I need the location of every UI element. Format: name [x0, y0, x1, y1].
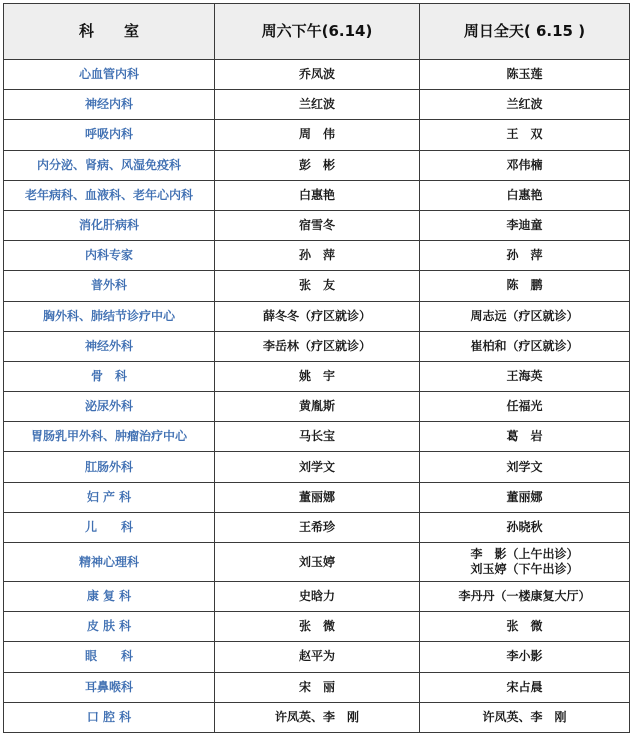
department-cell: 精神心理科 — [4, 543, 215, 582]
saturday-doctor-cell: 兰红波 — [215, 90, 420, 120]
sunday-doctor-morning: 李 影（上午出诊） — [470, 547, 579, 561]
table-row — [4, 512, 630, 542]
table-row — [4, 361, 630, 391]
header-department: 科 室 — [4, 4, 215, 60]
table-row — [4, 60, 630, 90]
sunday-doctor-cell: 王海英 — [420, 361, 630, 391]
saturday-doctor-cell: 孙 萍 — [215, 241, 420, 271]
table-row — [4, 331, 630, 361]
table-row — [4, 482, 630, 512]
department-cell: 皮 肤 科 — [4, 612, 215, 642]
table-row — [4, 672, 630, 702]
sunday-doctor-cell — [420, 543, 630, 582]
sunday-doctor-cell: 陈玉莲 — [420, 60, 630, 90]
table-row — [4, 301, 630, 331]
department-cell: 呼吸内科 — [4, 120, 215, 150]
sunday-doctor-cell: 许凤英、李 刚 — [420, 702, 630, 732]
sunday-doctor-cell: 王 双 — [420, 120, 630, 150]
sunday-doctor-cell: 崔柏和（疗区就诊） — [420, 331, 630, 361]
sunday-doctor-cell: 葛 岩 — [420, 422, 630, 452]
sunday-doctor-cell: 李丹丹（一楼康复大厅） — [420, 582, 630, 612]
table-row — [4, 150, 630, 180]
department-cell: 肛肠外科 — [4, 452, 215, 482]
department-cell: 胃肠乳甲外科、肿瘤治疗中心 — [4, 422, 215, 452]
table-row — [4, 702, 630, 732]
sunday-doctor-cell: 刘学文 — [420, 452, 630, 482]
saturday-doctor-cell: 王希珍 — [215, 512, 420, 542]
saturday-doctor-cell: 宿雪冬 — [215, 210, 420, 240]
table-row — [4, 392, 630, 422]
department-cell: 泌尿外科 — [4, 392, 215, 422]
table-row — [4, 180, 630, 210]
department-cell: 耳鼻喉科 — [4, 672, 215, 702]
sunday-doctor-cell: 孙晓秋 — [420, 512, 630, 542]
header-row — [4, 4, 630, 60]
sunday-doctor-afternoon: 刘玉婷（下午出诊） — [470, 562, 579, 576]
header-sunday: 周日全天( 6.15 ) — [420, 4, 630, 60]
sunday-doctor-cell: 周志远（疗区就诊） — [420, 301, 630, 331]
department-cell: 内科专家 — [4, 241, 215, 271]
table-row — [4, 642, 630, 672]
saturday-doctor-cell: 张 友 — [215, 271, 420, 301]
saturday-doctor-cell: 白惠艳 — [215, 180, 420, 210]
table-row — [4, 543, 630, 582]
saturday-doctor-cell: 薛冬冬（疗区就诊） — [215, 301, 420, 331]
saturday-doctor-cell: 黄胤斯 — [215, 392, 420, 422]
table-row — [4, 241, 630, 271]
table-row — [4, 120, 630, 150]
saturday-doctor-cell: 乔凤波 — [215, 60, 420, 90]
department-cell: 康 复 科 — [4, 582, 215, 612]
sunday-doctor-cell: 张 微 — [420, 612, 630, 642]
table-row — [4, 422, 630, 452]
saturday-doctor-cell: 张 微 — [215, 612, 420, 642]
duty-schedule-table — [3, 3, 630, 733]
table-row — [4, 90, 630, 120]
saturday-doctor-cell: 彭 彬 — [215, 150, 420, 180]
sunday-doctor-cell: 宋占晨 — [420, 672, 630, 702]
sunday-doctor-cell: 孙 萍 — [420, 241, 630, 271]
department-cell: 消化肝病科 — [4, 210, 215, 240]
sunday-doctor-cell: 兰红波 — [420, 90, 630, 120]
saturday-doctor-cell: 董丽娜 — [215, 482, 420, 512]
saturday-doctor-cell: 刘学文 — [215, 452, 420, 482]
department-cell: 普外科 — [4, 271, 215, 301]
department-cell: 神经外科 — [4, 331, 215, 361]
saturday-doctor-cell: 史晗力 — [215, 582, 420, 612]
table-row — [4, 452, 630, 482]
saturday-doctor-cell: 许凤英、李 刚 — [215, 702, 420, 732]
department-cell: 儿 科 — [4, 512, 215, 542]
department-cell: 妇 产 科 — [4, 482, 215, 512]
department-cell: 心血管内科 — [4, 60, 215, 90]
saturday-doctor-cell: 李岳林（疗区就诊） — [215, 331, 420, 361]
schedule-body — [4, 60, 630, 733]
table-row — [4, 271, 630, 301]
header-saturday: 周六下午(6.14) — [215, 4, 420, 60]
saturday-doctor-cell: 赵平为 — [215, 642, 420, 672]
sunday-doctor-cell: 白惠艳 — [420, 180, 630, 210]
saturday-doctor-cell: 周 伟 — [215, 120, 420, 150]
table-row — [4, 612, 630, 642]
sunday-doctor-cell: 任福光 — [420, 392, 630, 422]
sunday-doctor-cell: 李迪童 — [420, 210, 630, 240]
schedule-container — [3, 3, 629, 733]
department-cell: 内分泌、肾病、风湿免疫科 — [4, 150, 215, 180]
sunday-doctor-cell: 董丽娜 — [420, 482, 630, 512]
sunday-doctor-cell: 陈 鹏 — [420, 271, 630, 301]
department-cell: 老年病科、血液科、老年心内科 — [4, 180, 215, 210]
saturday-doctor-cell: 刘玉婷 — [215, 543, 420, 582]
saturday-doctor-cell: 宋 丽 — [215, 672, 420, 702]
saturday-doctor-cell: 马长宝 — [215, 422, 420, 452]
department-cell: 眼 科 — [4, 642, 215, 672]
sunday-doctor-cell: 邓伟楠 — [420, 150, 630, 180]
department-cell: 胸外科、肺结节诊疗中心 — [4, 301, 215, 331]
department-cell: 口 腔 科 — [4, 702, 215, 732]
table-row — [4, 582, 630, 612]
department-cell: 神经内科 — [4, 90, 215, 120]
department-cell: 骨 科 — [4, 361, 215, 391]
saturday-doctor-cell: 姚 宇 — [215, 361, 420, 391]
table-row — [4, 210, 630, 240]
sunday-doctor-cell: 李小影 — [420, 642, 630, 672]
